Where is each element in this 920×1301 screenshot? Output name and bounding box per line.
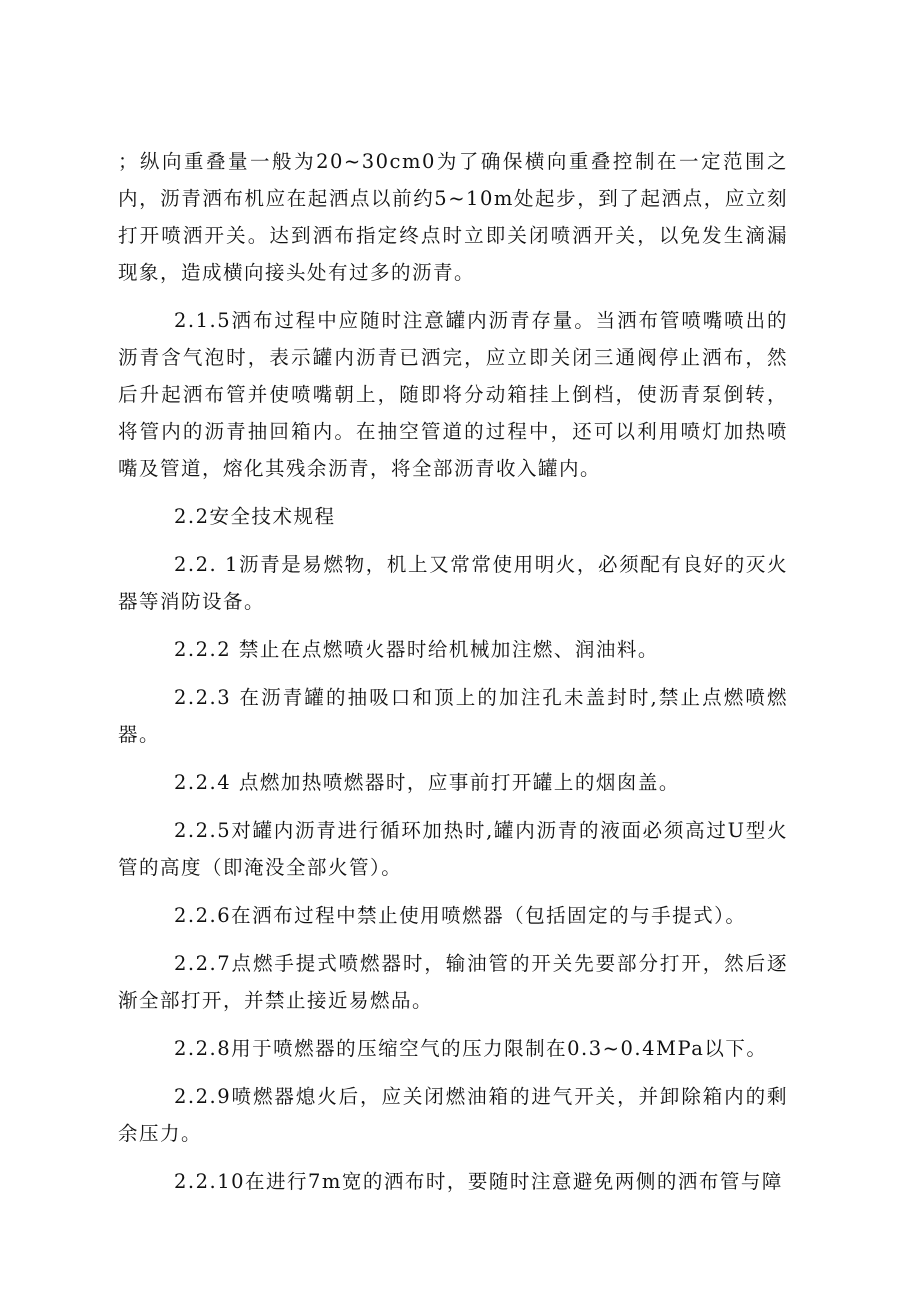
paragraph-2-2-5: 2.2.5对罐内沥青进行循环加热时,罐内沥青的液面必须高过U型火管的高度（即淹没全部火管）。 xyxy=(118,819,788,879)
paragraph-2-2-3: 2.2.3 在沥青罐的抽吸口和顶上的加注孔未盖封时,禁止点燃喷燃器。 xyxy=(118,686,788,746)
document-page xyxy=(118,143,788,1200)
paragraph-2-2-6: 2.2.6在洒布过程中禁止使用喷燃器（包括固定的与手提式）。 xyxy=(174,904,747,927)
paragraph-2-2-9: 2.2.9喷燃器熄火后，应关闭燃油箱的进气开关，并卸除箱内的剩余压力。 xyxy=(118,1085,788,1145)
paragraph-overlap-control: ；纵向重叠量一般为20~30cm0为了确保横向重叠控制在一定范围之内，沥青洒布机应在起洒点以前约5~10m处起步，到了起洒点，应立刻打开喷洒开关。达到洒布指定终点时立即关闭喷洒开关，以免发生滴漏现象，造成横向接头处有过多的沥青。 xyxy=(118,150,788,284)
paragraph-2-2-2: 2.2.2 禁止在点燃喷火器时给机械加注燃、润油料。 xyxy=(174,638,659,661)
paragraph-2-2-8: 2.2.8用于喷燃器的压缩空气的压力限制在0.3~0.4MPa以下。 xyxy=(174,1037,768,1060)
section-heading-2-2: 2.2安全技术规程 xyxy=(174,505,336,528)
paragraph-2-1-5: 2.1.5洒布过程中应随时注意罐内沥青存量。当洒布管喷嘴喷出的沥青含气泡时，表示罐内沥青已洒完，应立即关闭三通阀停止洒布，然后升起洒布管并使喷嘴朝上，随即将分动箱挂上倒档，使沥青泵倒转，将管内的沥青抽回箱内。在抽空管道的过程中，还可以利用喷灯加热喷嘴及管道，熔化其残余沥青，将全部沥青收入罐内。 xyxy=(118,309,788,480)
paragraph-2-2-1: 2.2. 1沥青是易燃物，机上又常常使用明火，必须配有良好的灭火器等消防设备。 xyxy=(118,553,788,613)
paragraph-2-2-4: 2.2.4 点燃加热喷燃器时，应事前打开罐上的烟囱盖。 xyxy=(174,771,680,794)
paragraph-2-2-10: 2.2.10在进行7m宽的洒布时，要随时注意避免两侧的洒布管与障 xyxy=(174,1170,783,1193)
paragraph-2-2-7: 2.2.7点燃手提式喷燃器时，输油管的开关先要部分打开，然后逐渐全部打开，并禁止接近易燃品。 xyxy=(118,952,788,1012)
